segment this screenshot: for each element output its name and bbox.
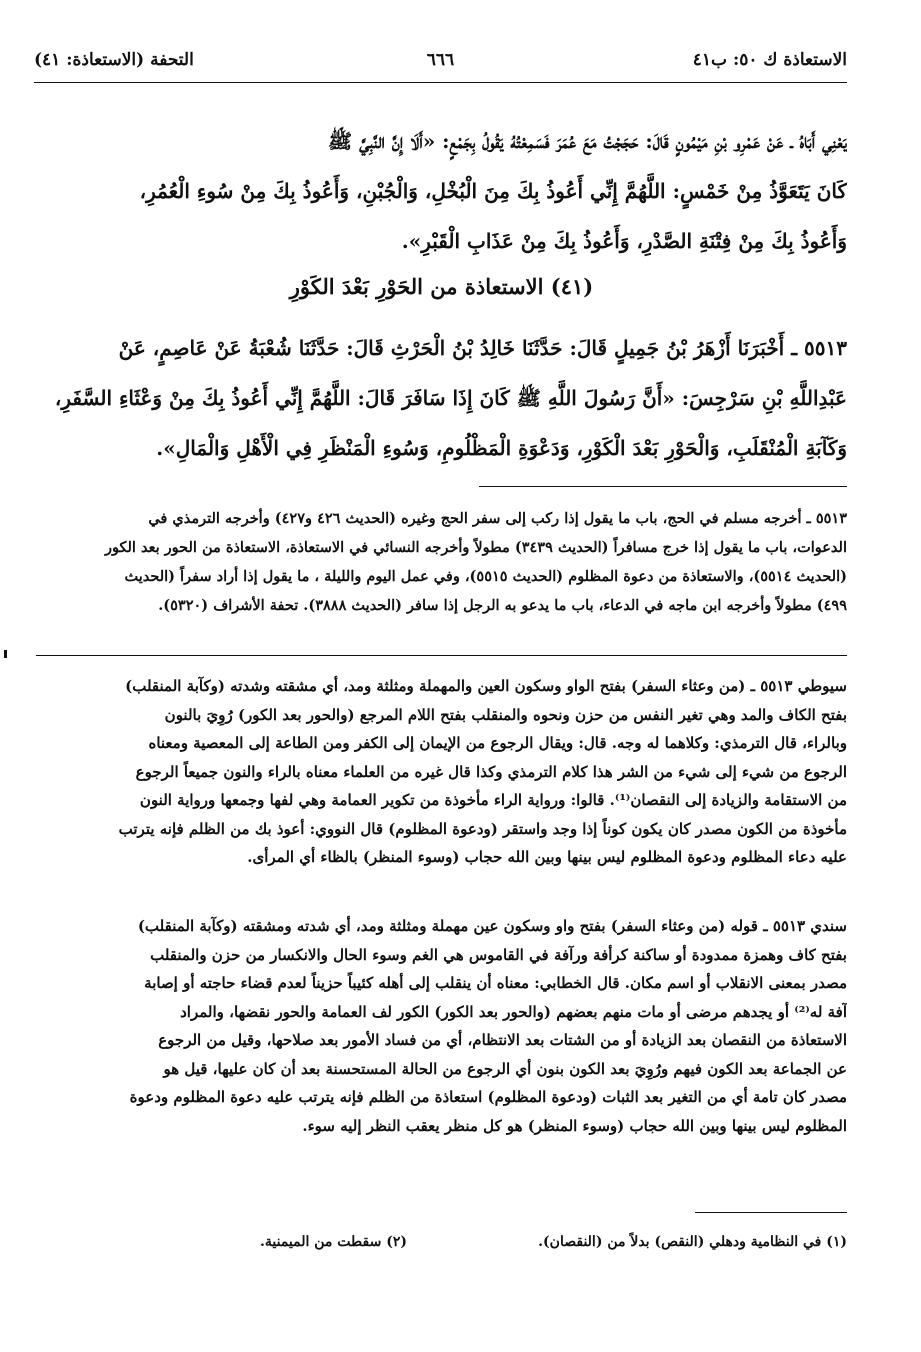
text-line: ٤٩٩) مطولاً وأخرجه ابن ماجه في الدعاء، باب ما يدعو به الرجل إذا سافر (الحديث ٣٨٨٨). تحفة الأشراف (٥٣٢٠). — [158, 597, 847, 614]
suyuti-commentary — [36, 672, 847, 872]
text-line: ٥٥١٣ ـ أَخْبَرَنَا أَزْهَرُ بْنُ جَمِيلٍ قَالَ: حَدَّثَنَا خَالِدُ بْنُ الْحَرْثِ قَالَ: حَدَّثَنَا شُعْبَةُ عَنْ عَاصِمٍ، عَنْ — [118, 336, 847, 360]
text-line: مأخوذة من الكون مصدر كان يكون كوناً إذا وجد واستقر (ودعوة المظلوم) قال النووي: أعوذ بك من الظلم فإنه يترتب — [118, 819, 847, 838]
footnotes — [36, 1234, 847, 1264]
chapter-title: (٤١) الاستعاذة من الحَوْرِ بَعْدَ الكَوْرِ — [289, 274, 594, 299]
page-header — [34, 44, 847, 78]
text-line: الاستعاذة من النقصان بعد الزيادة أو من الشتات بعد الانتظام، أي من فساد الأمور بعد صلاحها، وقيل من الرجوع — [158, 1031, 847, 1049]
text-line: مصدر كان تامة أي من التغير بعد الثبات (ودعوة المظلوم) استعاذة من الظلم فإنه يترتب عليه دعوة المظلوم ودعوة — [129, 1088, 847, 1106]
text-line: وبالراء، قال الترمذي: وكلاهما له وجه. قال: ويقال الرجوع من الإيمان إلى الكفر ومن الطاعة إلى المعصية ومعناه — [148, 734, 847, 752]
page-number: ٦٦٦ — [426, 50, 455, 70]
footnote-2: (٢) سقطت من الميمنية. — [260, 1234, 407, 1250]
text-line: عليه دعاء المظلوم ودعوة المظلوم ليس بينها وبين الله حجاب (وسوء المنظر) بالظاء أي المرأى. — [247, 848, 847, 866]
text-line: من الاستقامة والزيادة إلى النقصان⁽¹⁾. قالوا: ورواية الراء مأخوذة من تكوير العمامة وهي لفها وجمعها ورواية النون — [139, 791, 847, 809]
text-line: مصدر بمعنى الانقلاب أو اسم مكان. قال الخطابي: معناه أن ينقلب إلى أهله كئيباً حزيناً لعدم قضاء حاجته أو إصابة — [144, 974, 847, 992]
takhrij-notes — [36, 504, 847, 620]
footnote-1: (١) في النظامية ودهلي (النقص) بدلاً من (النقصان). — [538, 1234, 847, 1250]
text-line: عَبْدِاللَّهِ بْنِ سَرْجِسَ: «أَنَّ رَسُولَ اللَّهِ ﷺ كَانَ إِذَا سَافَرَ قَالَ: اللَّهُمَّ إِنِّي أَعُوذُ بِكَ مِنْ وَعْثَاءِ السَّفَرِ، — [54, 386, 847, 410]
text-line: يَعْنِي أَبَاهُ ـ عَنْ عَمْرِو بْنِ مَيْمُونٍ قَالَ: حَجَجْتُ مَعَ عُمَرَ فَسَمِعْتُهُ يَقُولُ بِجَمْعٍ: «أَلَا إِنَّ النَّبِيَّ ﷺ — [327, 129, 847, 153]
footnote-divider — [695, 1212, 847, 1213]
text-line: بفتح الكاف والمد وهي تغير النفس من حزن ونحوه والمنقلب بفتح اللام المرجع (والحور بعد الكور) رُوِيَ بالنون — [164, 705, 847, 724]
header-chapter-ref: الاستعاذة ك ٥٠: ب٤١ — [692, 50, 847, 70]
commentary-divider — [36, 655, 847, 656]
header-divider — [34, 82, 847, 83]
margin-mark — [4, 650, 7, 658]
text-line: المظلوم ليس بينها وبين الله حجاب (وسوء المنظر) هو كل منظر يعقب النظر إليه سوء. — [302, 1116, 847, 1135]
text-line: عن الجماعة بعد الكون فيهم ورُوِيَ بعد الكون بنون أي الرجوع من الحالة المستحسنة بعد أن كان عليها، قيل هو — [163, 1059, 847, 1078]
text-line: ٥٥١٣ ـ أخرجه مسلم في الحج، باب ما يقول إذا ركب إلى سفر الحج وغيره (الحديث ٤٢٦ و٤٢٧) وأخرجه الترمذي في — [148, 510, 847, 527]
text-line: سندي ٥٥١٣ ـ قوله (من وعثاء السفر) بفتح واو وسكون عين مهملة ومثلثة ومد، أي شدته ومشقته (وكآبة المنقلب) — [137, 917, 847, 935]
sindi-commentary — [36, 912, 847, 1140]
text-line: كَانَ يَتَعَوَّذُ مِنْ خَمْسٍ: اللَّهُمَّ إِنِّي أَعُوذُ بِكَ مِنَ الْبُخْلِ، وَالْجُبْنِ، وَأَعُوذُ بِكَ مِنْ سُوءِ الْعُمُرِ، — [139, 179, 847, 203]
hadith-continuation — [36, 116, 847, 266]
text-line: (الحديث ٥٥١٤)، والاستعاذة من دعوة المظلوم (الحديث ٥٥١٥)، وفي عمل اليوم والليلة ، ما يقول إذا أراد سفراً (الحديث — [124, 568, 847, 585]
hadith-5513 — [36, 323, 847, 473]
text-line: وَأَعُوذُ بِكَ مِنْ فِتْنَةِ الصَّدْرِ، وَأَعُوذُ بِكَ مِنْ عَذَابِ الْقَبْرِ». — [401, 229, 847, 253]
takhrij-divider — [479, 486, 847, 487]
text-line: وَكَآبَةِ الْمُنْقَلَبِ، وَالْحَوْرِ بَعْدَ الْكَوْرِ، وَدَعْوَةِ الْمَظْلُومِ، وَسُوءِ الْمَنْظَرِ فِي الْأَهْلِ وَالْمَالِ». — [156, 436, 847, 460]
text-line: سيوطي ٥٥١٣ ـ (من وعثاء السفر) بفتح الواو وسكون العين والمهملة ومثلثة ومد، أي مشقته وشدته (وكآبة المنقلب) — [125, 677, 847, 695]
header-tuhfa-ref: التحفة (الاستعاذة: ٤١) — [34, 50, 194, 70]
text-line: الدعوات، باب ما يقول إذا خرج مسافراً (الحديث ٣٤٣٩) مطولاً وأخرجه النسائي في الاستعاذة، الاستعاذة من الحور بعد الكور — [104, 539, 847, 556]
text-line: آفة له⁽²⁾ أو يجدهم مرضى أو مات منهم بعضهم (والحور بعد الكور) الكور لف العمامة والحور نقضها، والمراد — [180, 1002, 847, 1021]
text-line: الرجوع من شيء إلى شيء من الشر هذا كلام الترمذي وكذا قال غيره من العلماء معناه بالراء والنون جميعاً الرجوع — [135, 762, 847, 781]
text-line: بفتح كاف وهمزة ممدودة أو ساكنة كرأفة ورآفة في القاموس هي الغم وسوء الحال والانكسار من حزن والمنقلب — [150, 945, 847, 964]
